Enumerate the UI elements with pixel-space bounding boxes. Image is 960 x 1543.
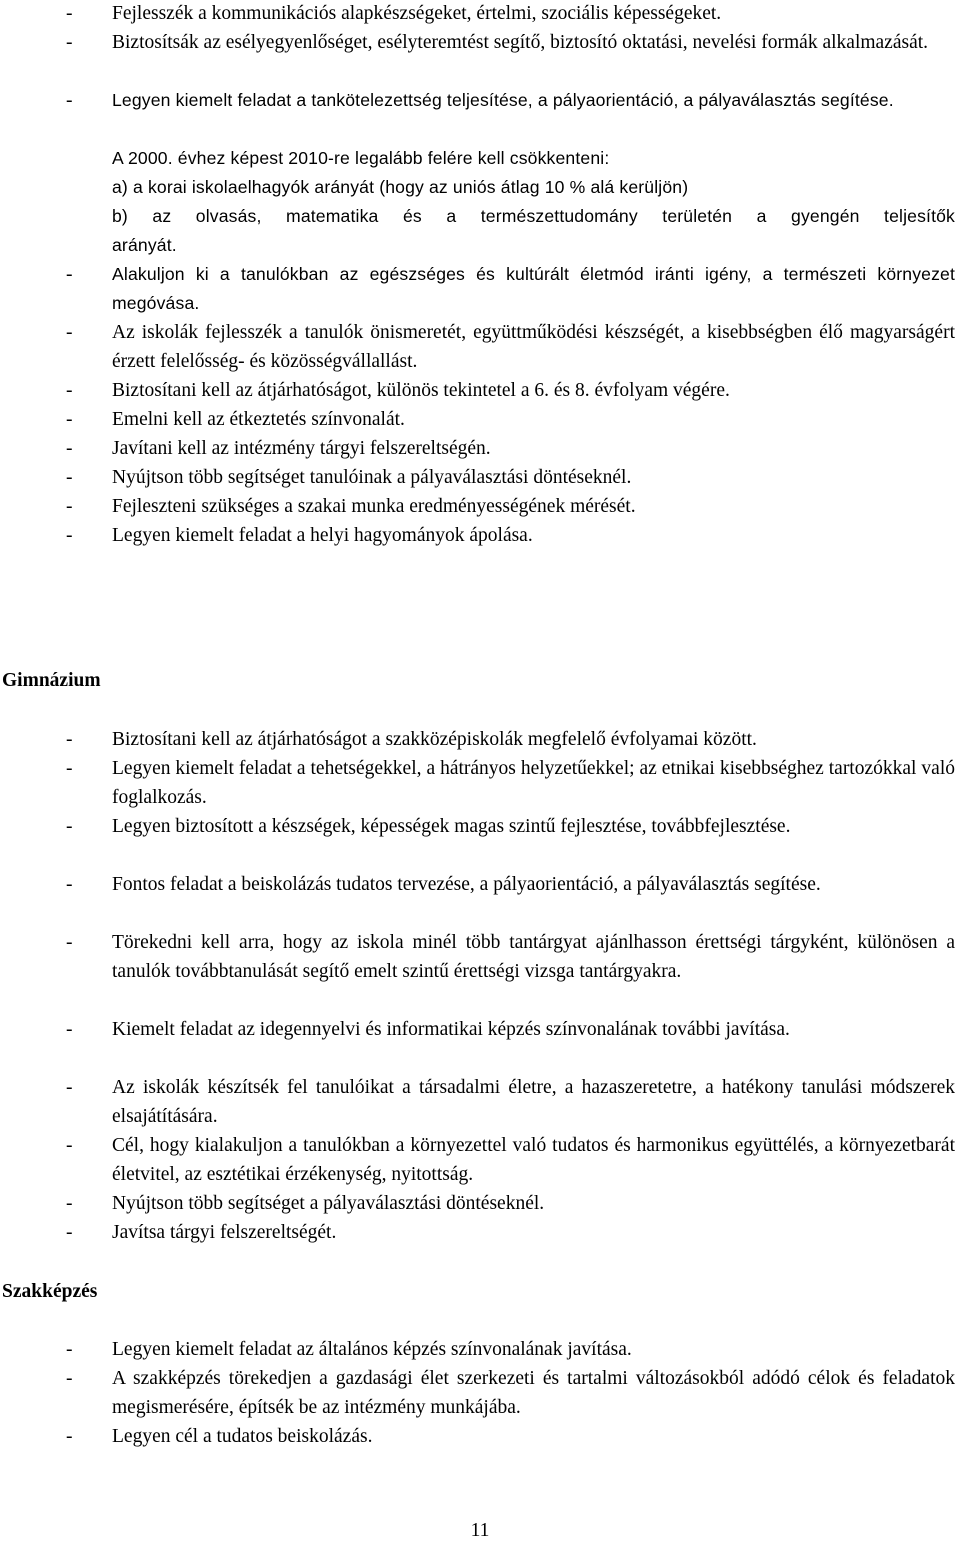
- list-dash: -: [66, 264, 73, 285]
- goal-item-a: a) a korai iskolaelhagyók arányát (hogy az uniós átlag 10 % alá kerüljön): [112, 177, 689, 197]
- list-dash: -: [66, 322, 73, 343]
- list-dash: -: [66, 758, 73, 779]
- list-item: Az iskolák készítsék fel tanulóikat a társadalmi életre, a hazaszeretetre, a hatékony tanulási módszerek elsajátítására.: [112, 1077, 955, 1127]
- section-heading-gimnazium: Gimnázium: [2, 670, 101, 691]
- page-number: 11: [470, 1520, 490, 1541]
- list-item: A szakképzés törekedjen a gazdasági élet szerkezeti és tartalmi változásokból adódó célok és feladatok megismerésére, építsék be az intézmény munkájába.: [112, 1368, 955, 1418]
- list-dash: -: [66, 1368, 73, 1389]
- list-dash: -: [66, 496, 73, 517]
- list-item: Alakuljon ki a tanulókban az egészséges és kultúrált életmód iránti igény, a természeti környezet megóvása.: [112, 264, 955, 313]
- list-dash: -: [66, 1193, 73, 1214]
- list-item: Legyen kiemelt feladat a tankötelezettség teljesítése, a pályaorientáció, a pályaválasztás segítése.: [112, 90, 894, 110]
- list-dash: -: [66, 525, 73, 546]
- list-dash: -: [66, 1077, 73, 1098]
- list-dash: -: [66, 874, 73, 895]
- list-dash: -: [66, 729, 73, 750]
- list-item: Fejlesszék a kommunikációs alapkészségeket, értelmi, szociális képességeket.: [112, 3, 722, 24]
- list-dash: -: [66, 1135, 73, 1156]
- list-dash: -: [66, 1426, 73, 1447]
- list-dash: -: [66, 409, 73, 430]
- list-dash: -: [66, 816, 73, 837]
- list-item: Biztosítani kell az átjárhatóságot, különös tekintetel a 6. és 8. évfolyam végére.: [112, 380, 730, 401]
- list-item: Javítsa tárgyi felszereltségét.: [112, 1222, 337, 1243]
- list-item: Legyen kiemelt feladat a helyi hagyományok ápolása.: [112, 525, 533, 546]
- section-heading-szakkepzes: Szakképzés: [2, 1281, 98, 1302]
- list-item: Legyen cél a tudatos beiskolázás.: [112, 1426, 373, 1447]
- list-dash: -: [66, 32, 73, 53]
- list-dash: -: [66, 467, 73, 488]
- list-item: Biztosítani kell az átjárhatóságot a szakközépiskolák megfelelő évfolyamai között.: [112, 729, 757, 750]
- list-dash: -: [66, 438, 73, 459]
- list-item: Nyújtson több segítséget tanulóinak a pályaválasztási döntéseknél.: [112, 467, 632, 488]
- list-item: Fejleszteni szükséges a szakai munka eredményességének mérését.: [112, 496, 636, 517]
- list-dash: -: [66, 380, 73, 401]
- list-dash: -: [66, 90, 73, 111]
- list-item: Fontos feladat a beiskolázás tudatos tervezése, a pályaorientáció, a pályaválasztás segítése.: [112, 874, 821, 895]
- list-dash: -: [66, 1222, 73, 1243]
- list-item: Javítani kell az intézmény tárgyi felszereltségén.: [112, 438, 491, 459]
- list-item: Biztosítsák az esélyegyenlőséget, esélyteremtést segítő, biztosító oktatási, nevelési formák alkalmazását.: [112, 32, 929, 53]
- list-item: Törekedni kell arra, hogy az iskola minél több tantárgyat ajánlhasson érettségi tárgyként, különösen a tanulók továbbtanulását segítő emelt szintű érettségi vizsga tantárgyakra.: [112, 932, 955, 982]
- list-item: Nyújtson több segítséget a pályaválasztási döntéseknél.: [112, 1193, 545, 1214]
- goal-item-b-cont: arányát.: [112, 235, 177, 255]
- list-item: Legyen kiemelt feladat a tehetségekkel, a hátrányos helyzetűekkel; az etnikai kisebbséghez tartozókkal való foglalkozás.: [112, 758, 955, 808]
- list-item: Legyen kiemelt feladat az általános képzés színvonalának javítása.: [112, 1339, 632, 1360]
- list-dash: -: [66, 932, 73, 953]
- goal-item-b: b) az olvasás, matematika és a természettudomány területén a gyengén teljesítők: [112, 206, 955, 226]
- list-item: Az iskolák fejlesszék a tanulók önismeretét, együttműködési készségét, a kisebbségben élő magyarságért érzett felelősség- és közösségvállallást.: [112, 322, 955, 372]
- goal-intro: A 2000. évhez képest 2010-re legalább felére kell csökkenteni:: [112, 148, 610, 168]
- list-item: Legyen biztosított a készségek, képességek magas szintű fejlesztése, továbbfejlesztése.: [112, 816, 791, 837]
- list-item: Kiemelt feladat az idegennyelvi és informatikai képzés színvonalának további javítása.: [112, 1019, 790, 1040]
- list-dash: -: [66, 1339, 73, 1360]
- list-item: Cél, hogy kialakuljon a tanulókban a környezettel való tudatos és harmonikus együttélés, a környezetbarát életvitel, az esztétikai érzékenység, nyitottság.: [112, 1135, 955, 1185]
- list-dash: -: [66, 1019, 73, 1040]
- list-item: Emelni kell az étkeztetés színvonalát.: [112, 409, 405, 430]
- list-dash: -: [66, 3, 73, 24]
